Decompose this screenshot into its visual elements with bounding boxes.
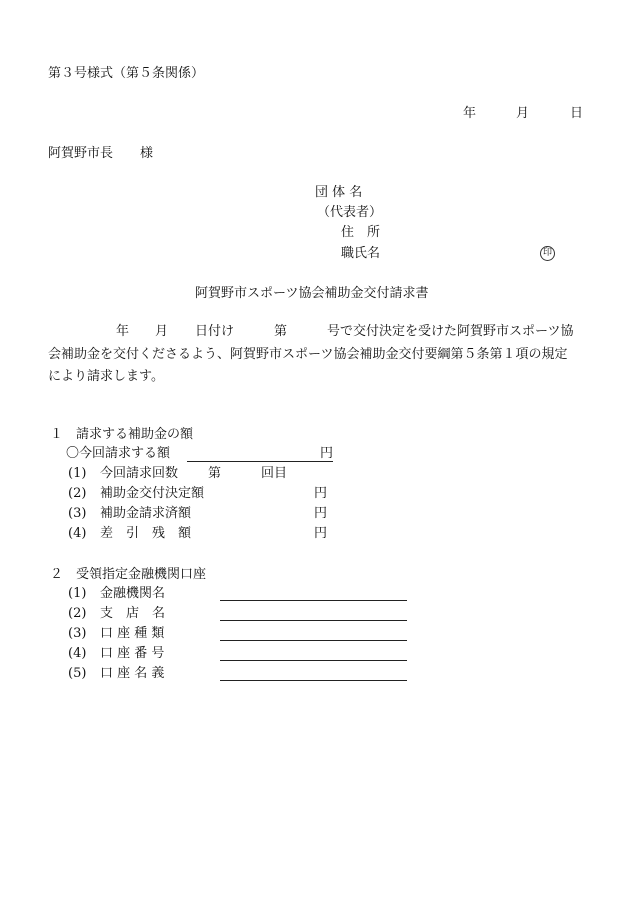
account-holder-field[interactable] [220, 680, 407, 681]
account-type-label: 口 座 種 類 [100, 626, 165, 641]
body-dai: 第 [274, 324, 288, 339]
item-number: (1) [68, 586, 87, 601]
item-number: (4) [68, 646, 87, 661]
seal-mark: 印 [540, 246, 555, 261]
body-line3: により請求します。 [48, 369, 164, 384]
item-number: (2) [68, 606, 87, 621]
date-month-label: 月 [516, 106, 530, 121]
bank-name-label: 金融機関名 [100, 586, 166, 601]
body-month: 月 [155, 324, 169, 339]
date-day-label: 日 [570, 106, 584, 121]
balance-yen: 円 [314, 526, 328, 541]
body-day-dated: 日付け [195, 324, 235, 339]
section2-heading: ２ 受領指定金融機関口座 [50, 567, 207, 582]
item-number: (1) [68, 466, 87, 481]
bank-name-field[interactable] [220, 600, 407, 601]
item-number: (4) [68, 526, 87, 541]
section1-heading: １ 請求する補助金の額 [50, 427, 194, 442]
requested-amount-yen: 円 [314, 506, 328, 521]
decided-amount-label: 補助金交付決定額 [100, 486, 205, 501]
current-amount-label: 〇今回請求する額 [66, 446, 171, 461]
account-holder-label: 口 座 名 義 [100, 666, 165, 681]
account-number-field[interactable] [220, 660, 407, 661]
current-amount-yen: 円 [320, 446, 334, 461]
requested-amount-label: 補助金請求済額 [100, 506, 192, 521]
date-year-label: 年 [463, 106, 477, 121]
group-name-label: 団 体 名 [315, 185, 363, 200]
request-count-dai: 第 [208, 466, 222, 481]
current-amount-underline [187, 461, 333, 462]
document-title: 阿賀野市スポーツ協会補助金交付請求書 [195, 286, 429, 301]
representative-label: （代表者） [317, 205, 383, 220]
item-number: (3) [68, 626, 87, 641]
branch-name-field[interactable] [220, 620, 407, 621]
request-count-label: 今回請求回数 [100, 466, 179, 481]
branch-name-label: 支 店 名 [100, 606, 166, 621]
item-number: (5) [68, 666, 87, 681]
body-line2: 会補助金を交付くださるよう、阿賀野市スポーツ協会補助金交付要綱第５条第１項の規定 [48, 347, 568, 362]
account-number-label: 口 座 番 号 [100, 646, 165, 661]
address-label: 住 所 [341, 225, 381, 240]
addressee-name: 阿賀野市長 [48, 146, 114, 161]
item-number: (3) [68, 506, 87, 521]
position-name-label: 職氏名 [341, 246, 381, 261]
addressee-honorific: 様 [140, 146, 154, 161]
body-year: 年 [116, 324, 130, 339]
decided-amount-yen: 円 [314, 486, 328, 501]
form-number: 第３号様式（第５条関係） [48, 66, 205, 81]
item-number: (2) [68, 486, 87, 501]
account-type-field[interactable] [220, 640, 407, 641]
body-line1-rest: 号で交付決定を受けた阿賀野市スポーツ協 [327, 324, 574, 339]
request-count-kaime: 回目 [261, 466, 288, 481]
balance-label: 差 引 残 額 [100, 526, 192, 541]
